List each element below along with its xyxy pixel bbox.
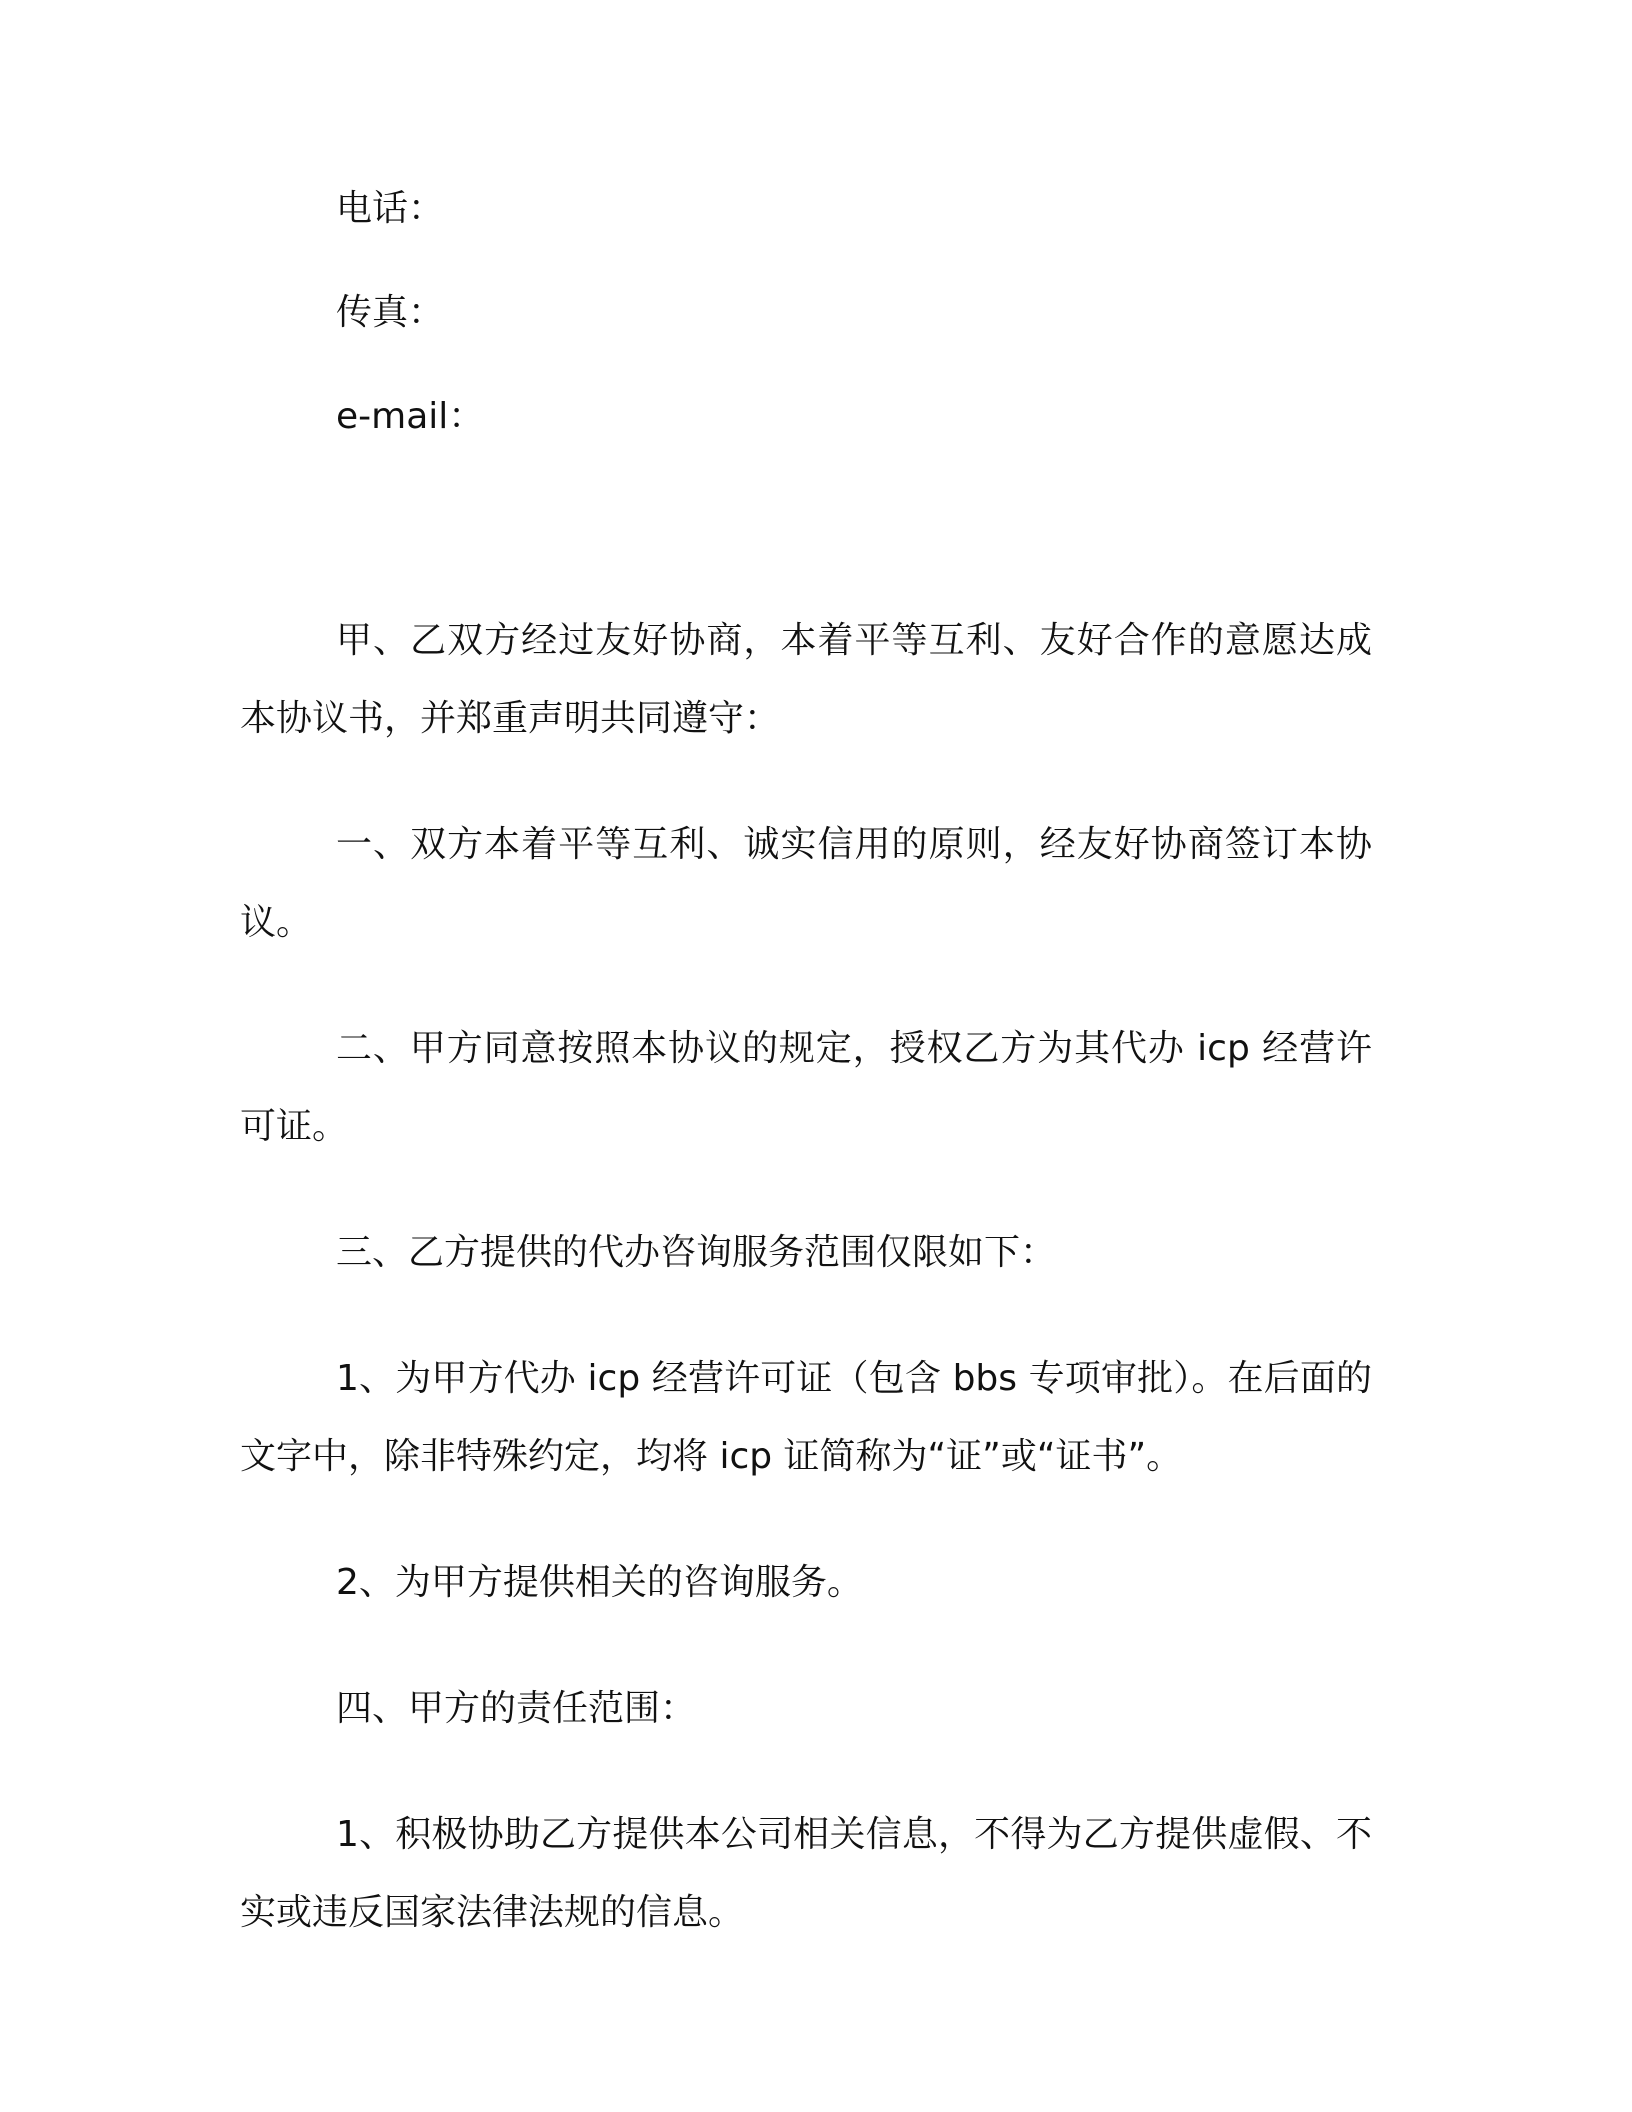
fax-label: 传真：	[336, 292, 445, 333]
paragraph-clause-4-item-1: 1、积极协助乙方提供本公司相关信息，不得为乙方提供虚假、不实或违反国家法律法规的信息。	[240, 1814, 1372, 1933]
paragraph-clause-2: 二、甲方同意按照本协议的规定，授权乙方为其代办 icp 经营许可证。	[240, 1028, 1372, 1147]
paragraph-clause-1: 一、双方本着平等互利、诚实信用的原则，经友好协商签订本协议。	[240, 824, 1372, 943]
phone-label: 电话：	[336, 188, 445, 229]
document-body	[240, 190, 1372, 2000]
paragraph-clause-4: 四、甲方的责任范围：	[336, 1688, 697, 1729]
paragraph-clause-3: 三、乙方提供的代办咨询服务范围仅限如下：	[336, 1232, 1057, 1273]
email-label: e-mail：	[336, 396, 485, 437]
paragraph-preamble: 甲、乙双方经过友好协商，本着平等互利、友好合作的意愿达成本协议书，并郑重声明共同遵守：	[240, 620, 1372, 739]
paragraph-clause-3-item-2: 2、为甲方提供相关的咨询服务。	[336, 1562, 863, 1603]
paragraph-clause-3-item-1: 1、为甲方代办 icp 经营许可证（包含 bbs 专项审批）。在后面的文字中，除非特殊约定，均将 icp 证简称为“证”或“证书”。	[240, 1358, 1372, 1477]
